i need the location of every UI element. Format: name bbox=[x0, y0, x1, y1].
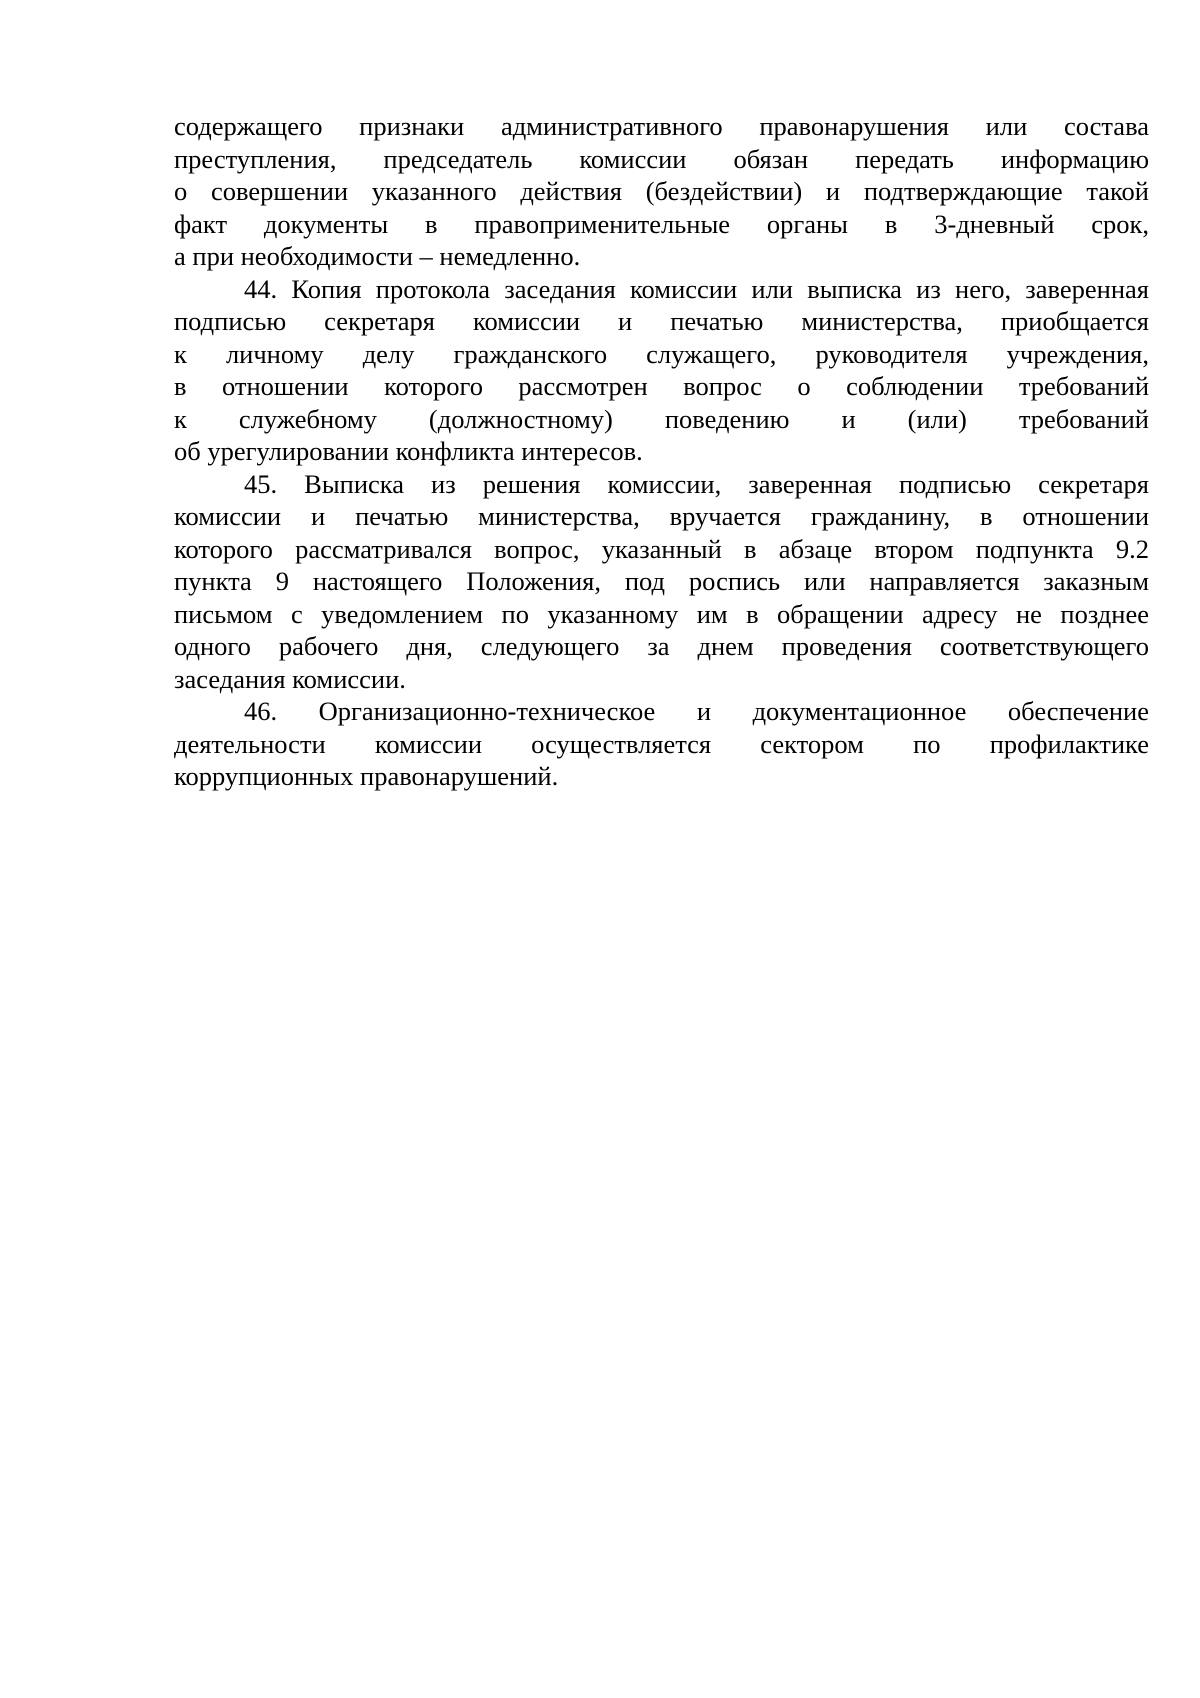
text-line: письмом с уведомлением по указанному им в обращении адресу не позднее bbox=[174, 598, 1149, 629]
text-line: комиссии и печатью министерства, вручается гражданину, в отношении bbox=[174, 501, 1149, 531]
text-line: коррупционных правонарушений. bbox=[174, 761, 559, 791]
document-body bbox=[174, 110, 1149, 793]
paragraph-44-start: 44. Копия протокола заседания комиссии или выписка из него, заверенная bbox=[244, 273, 1149, 304]
text-line: заседания комиссии. bbox=[174, 663, 406, 694]
text-line: а при необходимости – немедленно. bbox=[174, 241, 581, 271]
text-line: о совершении указанного действия (бездействии) и подтверждающие такой bbox=[174, 176, 1149, 206]
paragraph-46-start: 46. Организационно-техническое и документационное обеспечение bbox=[244, 696, 1149, 726]
text-line: к личному делу гражданского служащего, руководителя учреждения, bbox=[174, 338, 1149, 369]
text-line: деятельности комиссии осуществляется сектором по профилактике bbox=[174, 728, 1149, 759]
text-line: в отношении которого рассмотрен вопрос о соблюдении требований bbox=[174, 371, 1149, 401]
text-line: преступления, председатель комиссии обязан передать информацию bbox=[174, 143, 1149, 174]
text-line: которого рассматривался вопрос, указанный в абзаце втором подпункта 9.2 bbox=[174, 533, 1149, 564]
text-line: пункта 9 настоящего Положения, под роспись или направляется заказным bbox=[174, 566, 1149, 596]
text-line: подписью секретаря комиссии и печатью министерства, приобщается bbox=[174, 306, 1149, 336]
text-line: об урегулировании конфликта интересов. bbox=[174, 436, 643, 466]
text-line: одного рабочего дня, следующего за днем проведения соответствующего bbox=[174, 631, 1149, 661]
text-line: содержащего признаки административного правонарушения или состава bbox=[174, 111, 1149, 141]
text-line: к служебному (должностному) поведению и (или) требований bbox=[174, 403, 1149, 434]
paragraph-45-start: 45. Выписка из решения комиссии, заверенная подписью секретаря bbox=[244, 468, 1149, 499]
text-line: факт документы в правоприменительные органы в 3-дневный срок, bbox=[174, 208, 1149, 239]
